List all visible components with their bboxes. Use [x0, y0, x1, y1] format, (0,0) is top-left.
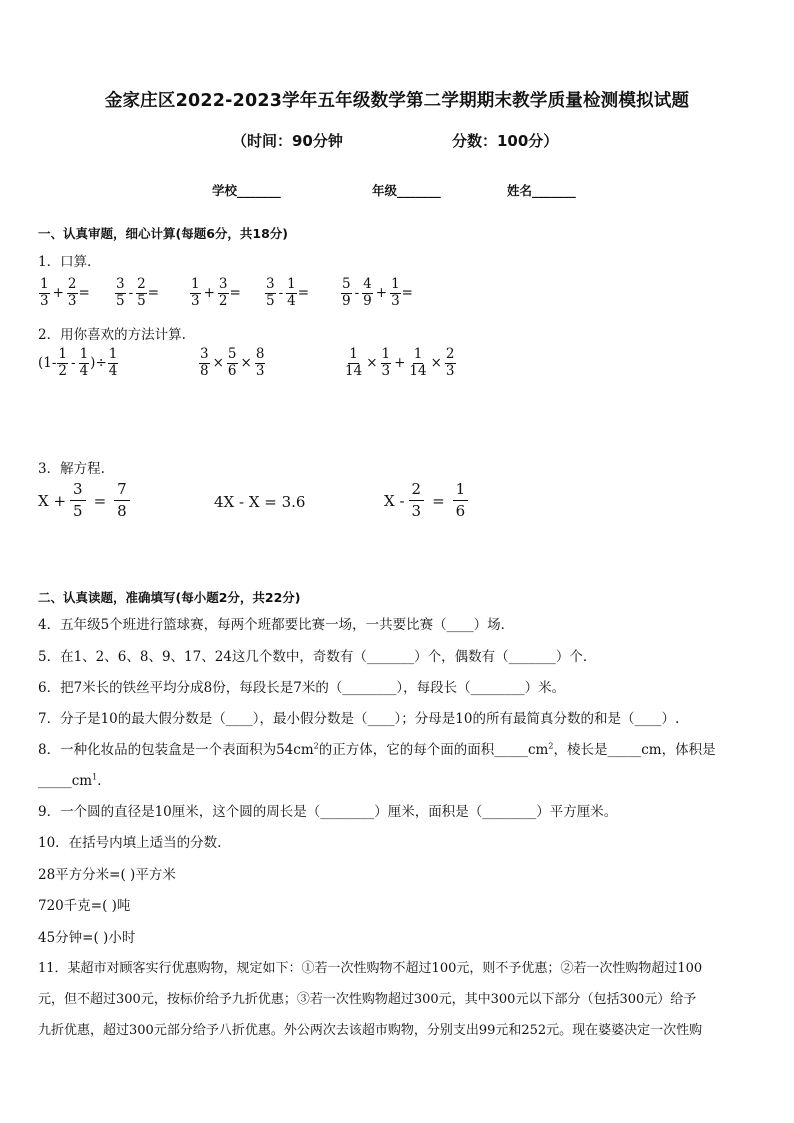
fraction: $\frac{2}{3}$ — [67, 276, 77, 309]
score-label: 分数：100分） — [452, 132, 559, 150]
q2-expr-1: (1- $\frac{1}{2}$ - $\frac{1}{4}$ )÷ $\frac{1}{4}$ — [38, 346, 118, 379]
time-label: （时间：90分钟 — [232, 132, 343, 150]
q1-item-4: $\frac{3}{5}$ - $\frac{1}{4}$ = — [266, 276, 310, 309]
q6: 6．把7米长的铁丝平均分成8份，每段长是7米的（________），每段长（________）米。 — [38, 680, 566, 696]
school-field: 学校_______ — [212, 183, 281, 198]
section2-heading: 二、认真读题，准确填写(每小题2分，共22分) — [38, 590, 301, 605]
name-field: 姓名_______ — [507, 183, 576, 198]
q10-item-b: 720千克=( )吨 — [38, 898, 131, 914]
q3-equation-1: X + $\frac{3}{5}$ = $\frac{7}{8}$ — [38, 482, 134, 519]
q10-item-a: 28平方分米=( )平方米 — [38, 867, 176, 883]
q2-expr-2: $\frac{3}{8}$ × $\frac{5}{6}$ × $\frac{8}{3}$ — [200, 346, 265, 379]
q9: 9．一个圆的直径是10厘米，这个圆的周长是（________）厘米，面积是（________）平方厘米。 — [38, 804, 618, 820]
q3-label: 3．解方程. — [38, 461, 105, 477]
q1-label: 1．口算． — [38, 254, 101, 270]
q10: 10．在括号内填上适当的分数. — [38, 835, 222, 851]
q1-item-2: $\frac{3}{5}$ - $\frac{2}{5}$ = — [116, 276, 160, 309]
q8-line-1: 8．一种化妆品的包装盒是一个表面积为$54cm^2$的正方体，它的每个面的面积$\_\_\_\_\_cm^2$，棱长是_____cm，体积是 — [38, 741, 716, 758]
q10-item-c: 45分钟=( )小时 — [38, 930, 136, 946]
grade-field: 年级_______ — [372, 183, 441, 198]
q4: 4．五年级5个班进行篮球赛，每两个班都要比赛一场，一共要比赛（____）场． — [38, 617, 515, 633]
q3-equation-2: 4X - X = 3.6 — [214, 493, 306, 511]
section1-heading: 一、认真审题，细心计算(每题6分，共18分) — [38, 226, 289, 241]
q2-expr-3: $\frac{1}{14}$ × $\frac{1}{3}$ + $\frac{1}{14}$ × $\frac{2}{3}$ — [345, 346, 455, 379]
q11-line-1: 11．某超市对顾客实行优惠购物，规定如下：①若一次性购物不超过100元，则不予优惠；②若一次性购物超过100 — [38, 961, 703, 976]
q11-line-2: 元，但不超过300元，按标价给予九折优惠；③若一次性购物超过300元，其中300元以下部分（包括300元）给予 — [38, 992, 697, 1007]
q5: 5．在1、2、6、8、9、17、24这几个数中，奇数有（_______）个，偶数有（_______）个． — [38, 649, 597, 665]
q1-item-1: $\frac{1}{3}$ + $\frac{2}{3}$ = — [40, 276, 90, 309]
q1-item-5: $\frac{5}{9}$ - $\frac{4}{9}$ + $\frac{1}{3}$ = — [342, 276, 413, 309]
q2-label: 2．用你喜欢的方法计算. — [38, 327, 186, 343]
q7: 7．分子是10的最大假分数是（____），最小假分数是（____）；分母是10的所有最简真分数的和是（____）. — [38, 711, 680, 727]
q3-equation-3: X - $\frac{2}{3}$ = $\frac{1}{6}$ — [384, 482, 472, 519]
q11-line-3: 九折优惠，超过300元部分给予八折优惠。外公两次去该超市购物，分别支出99元和252元。现在婆婆决定一次性购 — [38, 1023, 703, 1038]
q1-item-3: $\frac{1}{3}$ + $\frac{3}{2}$ = — [191, 276, 241, 309]
q8-line-2: $\_\_\_\_\_cm^1$． — [38, 772, 111, 789]
fraction: $\frac{1}{3}$ — [40, 276, 49, 309]
exam-title: 金家庄区2022-2023学年五年级数学第二学期期末教学质量检测模拟试题 — [104, 91, 690, 111]
